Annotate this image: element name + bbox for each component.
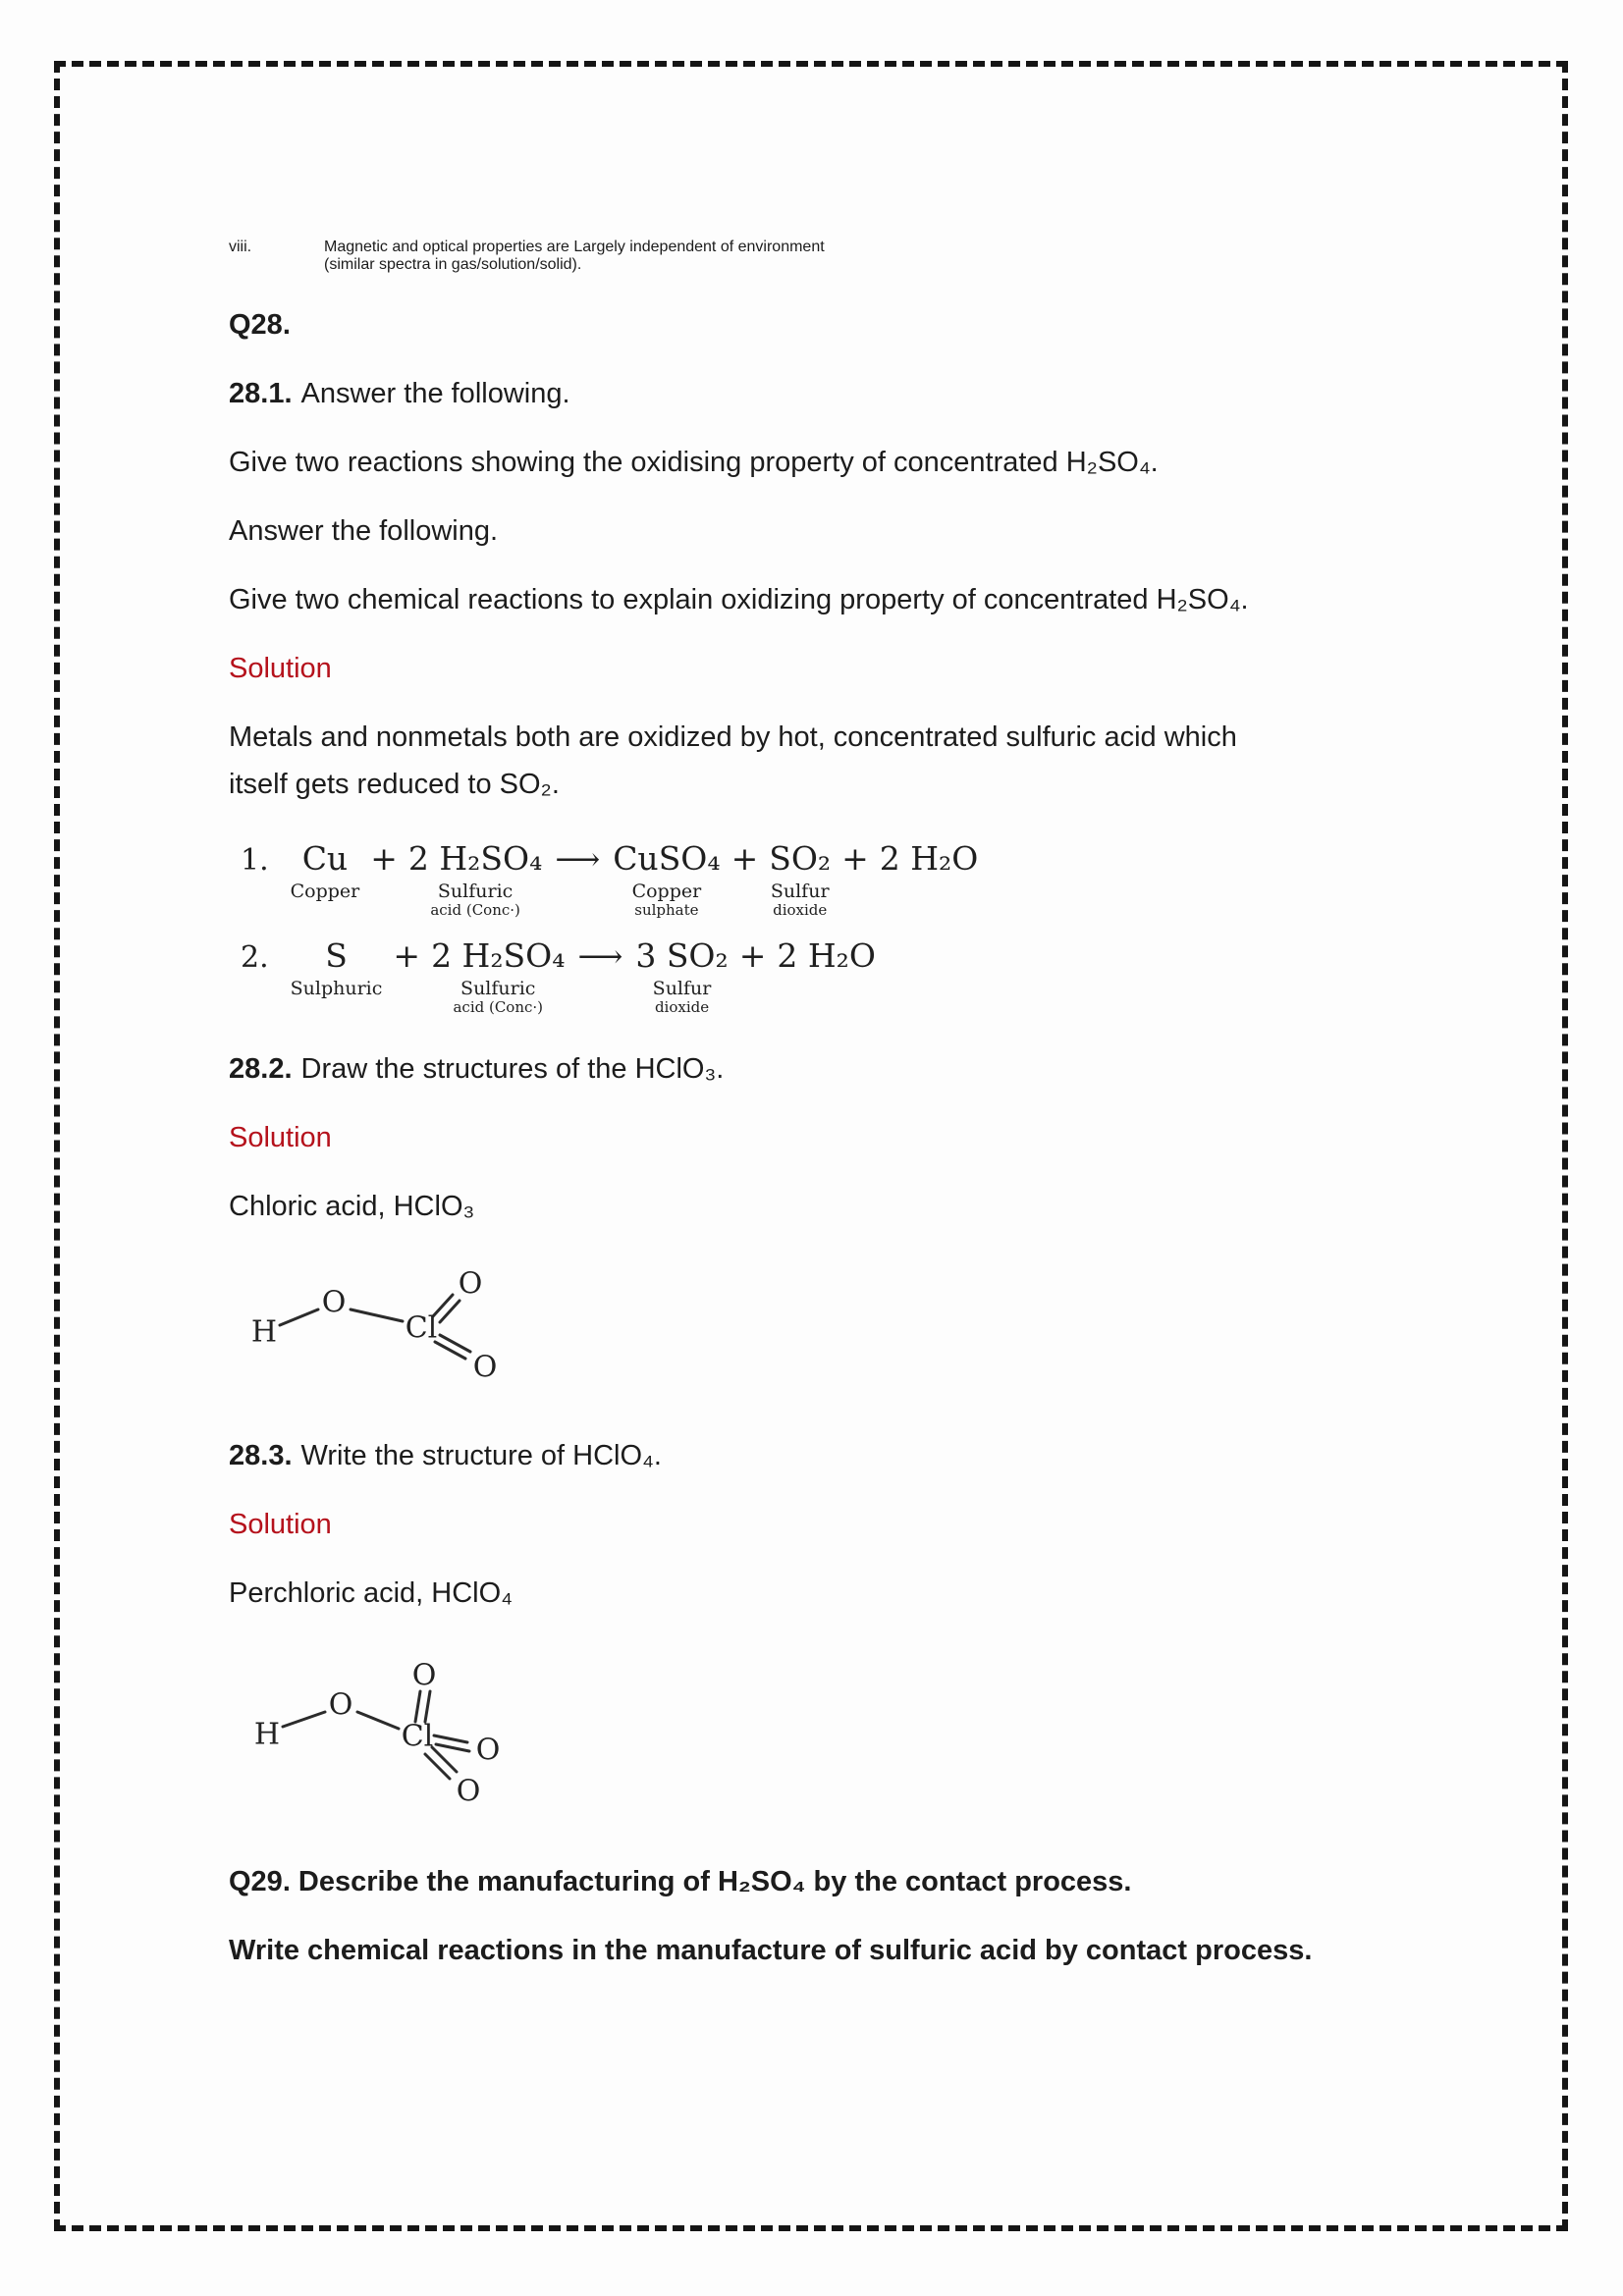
formula-h2so4: 2 H₂SO₄ xyxy=(407,839,543,878)
hclo4-structure-diagram xyxy=(243,1638,576,1835)
reaction-equations xyxy=(241,837,1436,1016)
plus-operator: + xyxy=(841,839,869,878)
atom-o-bottom: O xyxy=(456,1774,481,1809)
double-bond-cl-o-down-2 xyxy=(432,1747,457,1772)
equation-1-number: 1. xyxy=(241,843,269,878)
atom-h: H xyxy=(253,1717,281,1752)
term-h2o xyxy=(880,837,979,881)
bond-h-o xyxy=(280,1309,318,1325)
metals-line2: itself gets reduced to SO₂. xyxy=(229,769,560,800)
double-bond-cl-o-right-1 xyxy=(434,1735,467,1742)
equation-2 xyxy=(241,934,1436,1016)
plus-operator: + xyxy=(730,839,759,878)
q28-3-number: 28.3. xyxy=(229,1440,293,1471)
q29-subtext: Write chemical reactions in the manufacture of sulfuric acid by contact process. xyxy=(229,1935,1313,1966)
double-bond-cl-o-bottom-2 xyxy=(440,1335,470,1352)
term-h2so4-2 xyxy=(431,934,565,1016)
double-bond-cl-o-down-1 xyxy=(425,1754,450,1779)
list-item-text xyxy=(324,239,825,274)
q28-1-text: Answer the following. xyxy=(300,378,570,409)
q28-2-heading xyxy=(229,1045,1436,1093)
list-marker: viii. xyxy=(229,239,252,255)
plus-operator: + xyxy=(370,839,398,878)
label-sulphate: sulphate xyxy=(634,901,699,919)
label-dioxide-2: dioxide xyxy=(654,998,710,1016)
reaction-arrow: ⟶ xyxy=(555,840,601,878)
atom-cl: Cl xyxy=(405,1310,438,1346)
list-item-viii xyxy=(229,239,1436,274)
term-s xyxy=(291,934,383,999)
atom-o-bottom: O xyxy=(472,1350,498,1385)
atom-o-bridge: O xyxy=(328,1687,353,1723)
solution-heading-3: Solution xyxy=(229,1509,332,1540)
label-acid-conc: acid (Conc·) xyxy=(430,901,520,919)
label-copper2: Copper xyxy=(631,881,702,902)
atom-h: H xyxy=(250,1314,278,1350)
q28-1-number: 28.1. xyxy=(229,378,293,409)
formula-h2o: 2 H₂O xyxy=(879,839,979,878)
q29-heading: Q29. Describe the manufacturing of H₂SO₄ by the contact process. xyxy=(229,1866,1132,1897)
q28-3-text: Write the structure of HClO₄. xyxy=(300,1440,662,1471)
term-cu xyxy=(291,837,360,902)
label-acid-conc-2: acid (Conc·) xyxy=(453,998,544,1016)
atom-o-top: O xyxy=(411,1658,437,1693)
atom-cl: Cl xyxy=(401,1719,434,1754)
term-h2o-2 xyxy=(777,934,876,978)
label-sulphuric: Sulphuric xyxy=(290,978,383,999)
formula-3so2: 3 SO₂ xyxy=(635,936,729,975)
term-so2 xyxy=(769,837,831,919)
hclo3-structure-diagram xyxy=(243,1252,547,1399)
bond-o-cl xyxy=(357,1712,399,1729)
answer-the-following: Answer the following. xyxy=(229,515,499,547)
q28-2-number: 28.2. xyxy=(229,1053,293,1085)
label-sulfuric-2: Sulfuric xyxy=(460,978,536,999)
page-content xyxy=(229,239,1436,1996)
formula-s: S xyxy=(325,936,348,975)
list-item-line2: (similar spectra in gas/solution/solid). xyxy=(324,256,582,273)
atom-o-right: O xyxy=(475,1733,501,1768)
term-cuso4 xyxy=(613,837,720,919)
plus-operator: + xyxy=(393,936,421,975)
perchloric-acid-label: Perchloric acid, HClO₄ xyxy=(229,1577,514,1609)
double-bond-cl-o-up-1 xyxy=(415,1691,420,1722)
q28-heading: Q28. xyxy=(229,309,291,341)
q28-3-heading xyxy=(229,1432,1436,1479)
double-bond-cl-o-right-2 xyxy=(436,1744,469,1751)
label-dioxide: dioxide xyxy=(773,901,828,919)
q28-1-heading xyxy=(229,370,1436,417)
term-3so2 xyxy=(635,934,728,1016)
q28-2-text: Draw the structures of the HClO₃. xyxy=(300,1053,725,1085)
bond-h-o xyxy=(283,1712,325,1727)
equation-1 xyxy=(241,837,1436,919)
metals-paragraph xyxy=(229,714,1436,808)
label-sulfur-2: Sulfur xyxy=(652,978,712,999)
label-sulfuric: Sulfuric xyxy=(437,881,514,902)
atom-o-top: O xyxy=(458,1266,483,1302)
formula-h2o-2: 2 H₂O xyxy=(777,936,876,975)
label-sulfur: Sulfur xyxy=(770,881,830,902)
chloric-acid-label: Chloric acid, HClO₃ xyxy=(229,1191,475,1222)
label-copper: Copper xyxy=(290,881,360,902)
formula-cu: Cu xyxy=(301,839,349,878)
term-h2so4 xyxy=(408,837,542,919)
formula-so2: SO₂ xyxy=(769,839,832,878)
equation-2-number: 2. xyxy=(241,940,269,975)
question-oxidizing: Give two chemical reactions to explain oxidizing property of concentrated H₂SO₄. xyxy=(229,584,1249,615)
question-oxidising: Give two reactions showing the oxidising property of concentrated H₂SO₄. xyxy=(229,447,1159,478)
solution-heading-1: Solution xyxy=(229,653,332,684)
formula-cuso4: CuSO₄ xyxy=(613,839,721,878)
bond-o-cl xyxy=(351,1309,403,1321)
reaction-arrow: ⟶ xyxy=(577,937,623,975)
formula-h2so4-2: 2 H₂SO₄ xyxy=(431,936,566,975)
atom-o-bridge: O xyxy=(321,1285,347,1320)
plus-operator: + xyxy=(738,936,767,975)
metals-line1: Metals and nonmetals both are oxidized by hot, concentrated sulfuric acid which xyxy=(229,721,1237,753)
double-bond-cl-o-up-2 xyxy=(425,1691,430,1722)
list-item-line1: Magnetic and optical properties are Largely independent of environment xyxy=(324,239,825,255)
double-bond-cl-o-bottom-1 xyxy=(435,1342,465,1359)
solution-heading-2: Solution xyxy=(229,1122,332,1153)
